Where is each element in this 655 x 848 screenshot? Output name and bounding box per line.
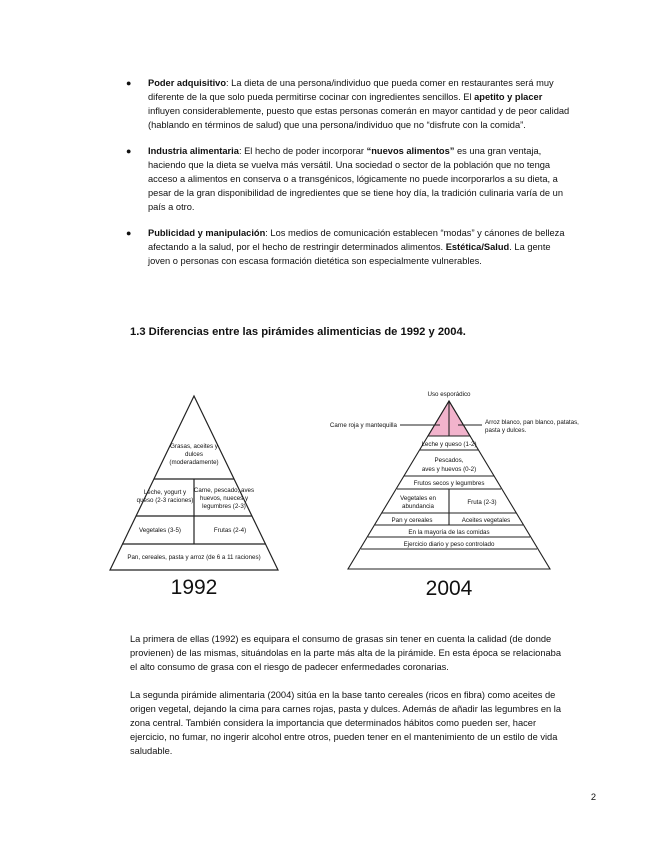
bullet-title: Industria alimentaria (148, 146, 239, 156)
pyr1992-fruit: Frutas (2-4) (213, 527, 247, 534)
pyr2004-fish-2: aves y huevos (0-2) (421, 466, 477, 473)
pyr1992-base: Pan, cereales, pasta y arroz (de 6 a 11 raciones) (127, 554, 261, 561)
pyr1992-top-line1: Grasas, aceites y (170, 443, 218, 450)
bullet-bold-term: “nuevos alimentos” (366, 146, 455, 156)
pyr2004-fruit: Fruta (2-3) (467, 499, 497, 506)
pyramids-svg (0, 380, 655, 610)
pyr2004-nuts: Frutos secos y legumbres (413, 480, 485, 487)
bullet-bold-term: Estética/Salud (445, 242, 510, 252)
pyr1992-year: 1992 (170, 576, 218, 599)
bullet-dot-icon: ● (126, 78, 132, 88)
bullet-list (114, 76, 574, 280)
bullet-title: Poder adquisitivo (148, 78, 227, 88)
pyr2004-top-label: Uso esporádico (427, 391, 471, 398)
bullet-text: : El hecho de poder incorporar (238, 146, 367, 156)
pyr2004-dairy: Leche y queso (1-2) (421, 441, 477, 448)
pyr2004-right-label-1: Arroz blanco, pan blanco, patatas, (485, 419, 579, 426)
bullet-text-continued: . La gente joven o personas con escasa formación dietética son especialmente vulnerables. (148, 242, 551, 266)
paragraph-1992: La primera de ellas (1992) es equipara el consumo de grasas sin tener en cuenta la calidad (de donde provienen) de las mismas, situándolas en la parte más alta de la pirámide. En esta época se relacionaba el alto consumo de grasa con el riesgo de padecer enfermedades coronarias. (130, 634, 561, 672)
bullet-item-poder-adquisitivo (114, 76, 574, 132)
pyr1992-dairy-line2: queso (2-3 raciones) (136, 497, 194, 504)
page-number: 2 (590, 792, 596, 802)
bullet-text: : La dieta de una persona/individuo que pueda comer en restaurantes será muy diferente de la que solo pueda permitirse cocinar con ingredientes sencillos. El (148, 78, 554, 102)
pyr2004-fish-1: Pescados, (434, 457, 464, 464)
paragraph-2004: La segunda pirámide alimentaria (2004) sitúa en la base tanto cereales (ricos en fibra) como aceites de origen vegetal, dejando la cima para carnes rojas, pasta y dulces. Además de añadir las legumbres en la zona central. También considera la importancia que determinados hábitos como pueden ser, hacer ejercicio, no fumar, no ingerir alcohol entre otros, pueden tener en el mantenimiento de un estilo de vida saludable. (130, 690, 562, 756)
bullet-item-industria (114, 144, 574, 214)
pyr1992-meat-line3: legumbres (2-3) (202, 503, 246, 510)
pyr1992-veg: Vegetales (3-5) (139, 527, 181, 534)
bullet-dot-icon: ● (126, 146, 132, 156)
pyr2004-year: 2004 (425, 577, 473, 600)
pyr2004-oils: Aceites vegetales (461, 517, 511, 524)
bullet-title: Publicidad y manipulación (148, 228, 266, 238)
pyr1992-dairy-line1: Leche, yogurt y (143, 489, 187, 496)
pyramids-figure (0, 380, 655, 610)
pyr2004-left-label: Carne roja y mantequilla (329, 422, 397, 429)
pyr2004-meals: En la mayoría de las comidas (408, 529, 490, 536)
bullet-item-publicidad (114, 226, 574, 268)
pyr2004-bread: Pan y cereales (391, 517, 433, 524)
pyramid-1992 (110, 396, 278, 570)
pyr1992-top-line2: dulces (185, 451, 203, 458)
bullet-text: : Los medios de comunicación establecen “modas” y cánones de belleza afectando a la salud, por el hecho de restringir determinados alimentos. (148, 228, 565, 252)
pyr2004-veg-2: abundancia (402, 503, 434, 510)
pyr2004-veg-1: Vegetales en (400, 495, 436, 502)
bullet-bold-term: apetito y placer (474, 92, 543, 102)
pyr1992-meat-line2: huevos, nueces y (199, 495, 249, 502)
bullet-text-continued: es una gran ventaja, haciendo que la dieta se vuelva más versátil. Una sociedad o sector de la población que no tenga acceso a alimentos en conserva o a transgénicos, lógicamente no puede incorporarlos a su dieta, a pesar de la gran disponibilidad de ingredientes que se tiene hoy día, la tradición culinaria varía de un país a otro. (148, 146, 564, 212)
section-heading: 1.3 Diferencias entre las pirámides alimenticias de 1992 y 2004. (130, 326, 466, 338)
pyr1992-meat-line1: Carne, pescado, aves (193, 487, 255, 494)
bullet-dot-icon: ● (126, 228, 132, 238)
pyr2004-exercise: Ejercicio diario y peso controlado (403, 541, 495, 548)
pyr2004-right-label-2: pasta y dulces. (485, 427, 527, 434)
pyr1992-top-line3: (moderadamente) (169, 459, 219, 466)
bullet-text-continued: influyen considerablemente, puesto que estas personas comerán en mayor cantidad y de peor calidad (hablando en términos de salud) que una persona/individuo que no “disfrute con la comida”. (148, 106, 570, 130)
